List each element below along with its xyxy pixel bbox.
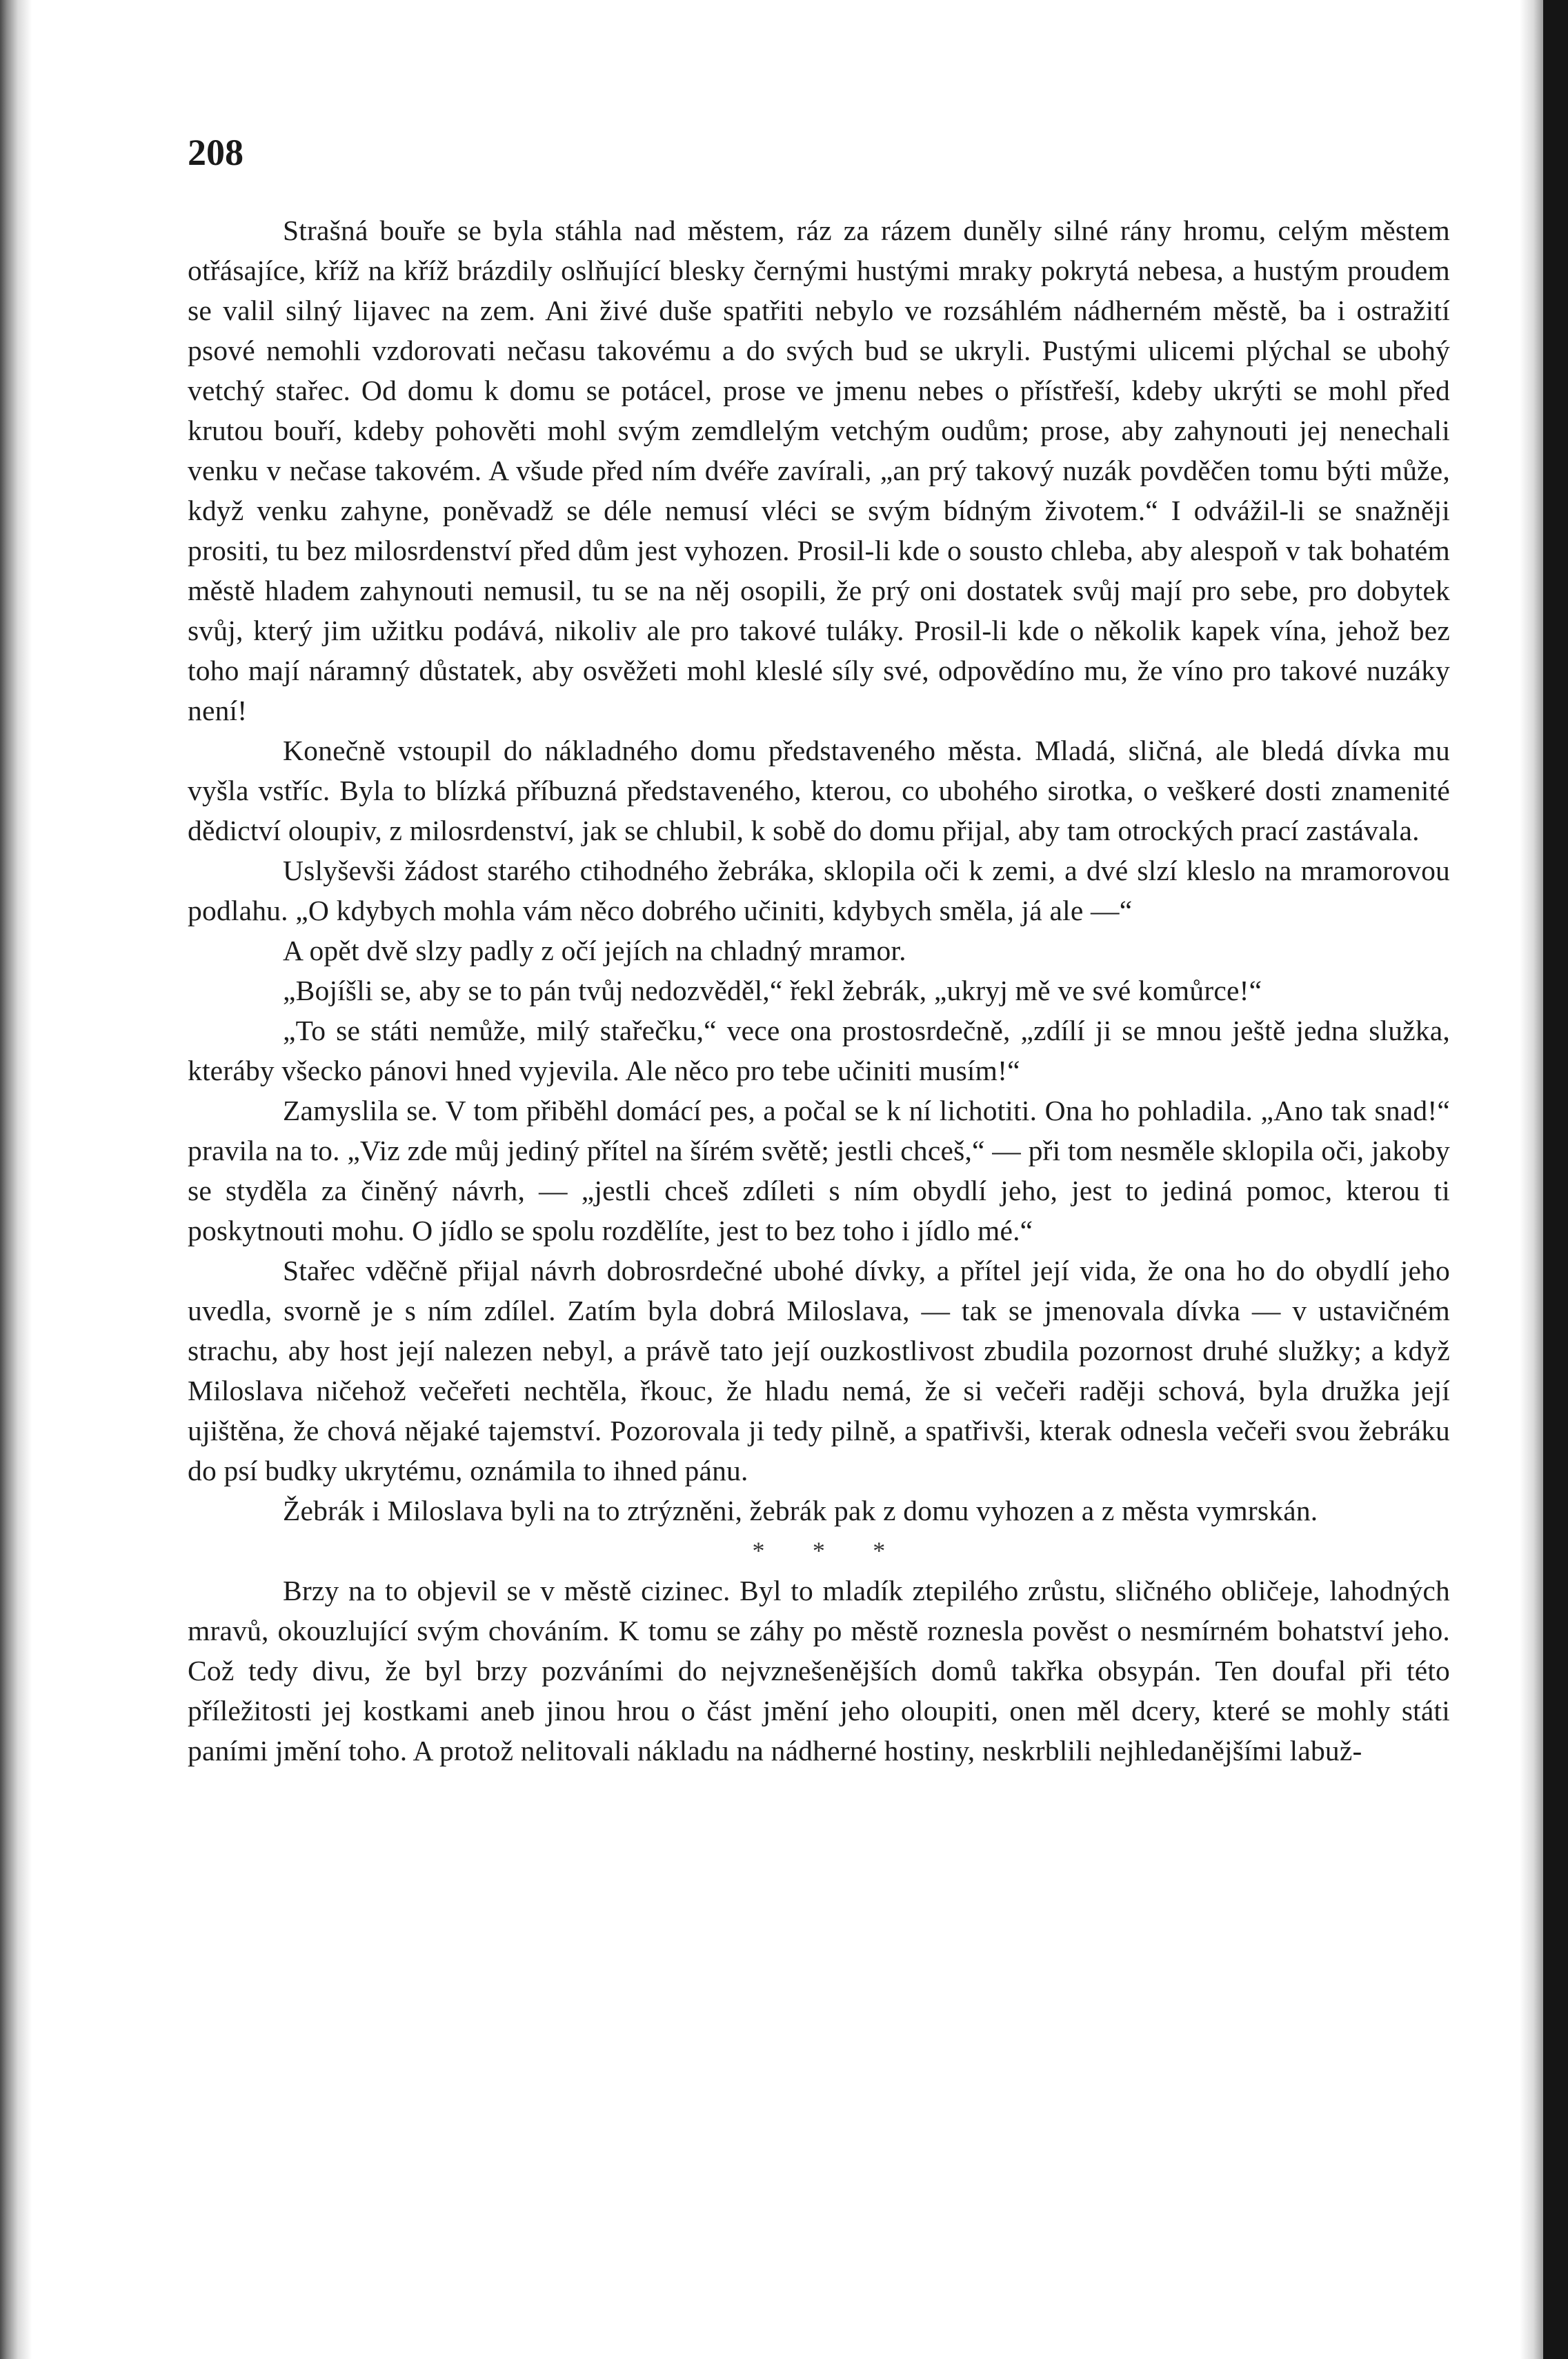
separator-asterisk: *	[752, 1537, 765, 1564]
paragraph: Stařec vděčně přijal návrh dobrosrdečné ubohé dívky, a přítel její vida, že ona ho do obydlí jeho uvedla, svorně je s ním zdílel. Zatím byla dobrá Miloslava, — tak se jmenovala dívka — v ustavičném strachu, aby host její nalezen nebyl, a právě tato její ouzkostlivost zbudila pozornost druhé služky; a když Miloslava ničehož večeřeti nechtěla, řkouc, že hladu nemá, že si večeři raději schová, byla družka její ujištěna, že chová nějaké tajemství. Pozorovala ji tedy pilně, a spatřivši, kterak odnesla večeři svou žebráku do psí budky ukrytému, oznámila to ihned pánu.	[188, 1255, 1450, 1486]
paragraph: Uslyševši žádost starého ctihodného žebráka, sklopila oči k zemi, a dvé slzí kleslo na mramorovou podlahu. „O kdybych mohla vám něco dobrého učiniti, kdybych směla, já ale —“	[188, 855, 1450, 926]
page-left-edge-shadow	[0, 0, 32, 2359]
separator-asterisk: *	[812, 1537, 826, 1564]
paragraph: „To se státi nemůže, milý stařečku,“ vece ona prostosrdečně, „zdílí ji se mnou ještě jedna služka, kteráby všecko pánovi hned vyjevila. Ale něco pro tebe učiniti musím!“	[188, 1015, 1450, 1086]
paragraph: „Bojíšli se, aby se to pán tvůj nedozvěděl,“ řekl žebrák, „ukryj mě ve své komůrce!“	[283, 975, 1262, 1006]
paragraph: Žebrák i Miloslava byli na to ztrýzněni, žebrák pak z domu vyhozen a z města vymrskán.	[283, 1495, 1318, 1526]
separator-asterisk: *	[873, 1537, 886, 1564]
paragraph: Konečně vstoupil do nákladného domu představeného města. Mladá, sličná, ale bledá dívka mu vyšla vstříc. Byla to blízká příbuzná představeného, kterou, co ubohého sirotka, o veškeré dosti znamenité dědictví oloupiv, z milosrdenství, jak se chlubil, k sobě do domu přijal, aby tam otrockých prací zastávala.	[188, 735, 1450, 846]
paragraph: Brzy na to objevil se v městě cizinec. Byl to mladík ztepilého zrůstu, sličného obličeje, lahodných mravů, okouzlující svým chováním. K tomu se záhy po městě roznesla pověst o nesmírném bohatství jeho. Což tedy divu, že byl brzy pozváními do nejvznešenějších domů takřka obsypán. Ten doufal při této příležitosti jej kostkami aneb jinou hrou o část jmění jeho oloupiti, onen měl dcery, které se mohly státi paními jmění toho. A protož nelitovali nákladu na nádherné hostiny, neskrblili nejhledanějšími labuž-	[188, 1575, 1450, 1766]
paragraph: Strašná bouře se byla stáhla nad městem, ráz za rázem duněly silné rány hromu, celým městem otřásajíce, kříž na kříž brázdily oslňující blesky černými hustými mraky pokrytá nebesa, a hustým proudem se valil silný lijavec na zem. Ani živé duše spatřiti nebylo ve rozsáhlém nádherném městě, ba i ostražití psové nemohli vzdorovati nečasu takovému a do svých bud se ukryli. Pustými ulicemi plýchal se ubohý vetchý stařec. Od domu k domu se potácel, prose ve jmenu nebes o přístřeší, kdeby ukrýti se mohl před krutou bouří, kdeby pohověti mohl svým zemdlelým vetchým oudům; prose, aby zahynouti jej nenechali venku v nečase takovém. A všude před ním dvéře zavírali, „an prý takový nuzák povděčen tomu býti může, když venku zahyne, poněvadž se déle nemusí vléci se svým bídným životem.“ I odvážil-li se snažněji prositi, tu bez milosrdenství před dům jest vyhozen. Prosil-li kde o sousto chleba, aby alespoň v tak bohatém městě hladem zahynouti nemusil, tu se na něj osopili, že prý oni dostatek svůj mají pro sebe, pro dobytek svůj, který jim užitku podává, nikoliv ale pro takové tuláky. Prosil-li kde o několik kapek vína, jehož bez toho mají náramný důstatek, aby osvěžeti mohl kleslé síly své, odpovědíno mu, že víno pro takové nuzáky není!	[188, 215, 1450, 726]
section-separator	[188, 1531, 1450, 1571]
paragraph: A opět dvě slzy padly z očí jejích na chladný mramor.	[283, 935, 906, 966]
body-text	[188, 210, 1450, 1771]
page-right-gutter-shadow	[1520, 0, 1543, 2359]
paragraph: Zamyslila se. V tom přiběhl domácí pes, a počal se k ní lichotiti. Ona ho pohladila. „Ano tak snad!“ pravila na to. „Viz zde můj jediný přítel na šírém světě; jestli chceš,“ — při tom nesměle sklopila oči, jakoby se styděla za činěný návrh, — „jestli chceš zdíleti s ním obydlí jeho, jest to jediná pomoc, kterou ti poskytnouti mohu. O jídlo se spolu rozdělíte, jest to bez toho i jídlo mé.“	[188, 1095, 1450, 1246]
page-number: 208	[188, 132, 244, 173]
page-right-edge-dark	[1543, 0, 1568, 2359]
